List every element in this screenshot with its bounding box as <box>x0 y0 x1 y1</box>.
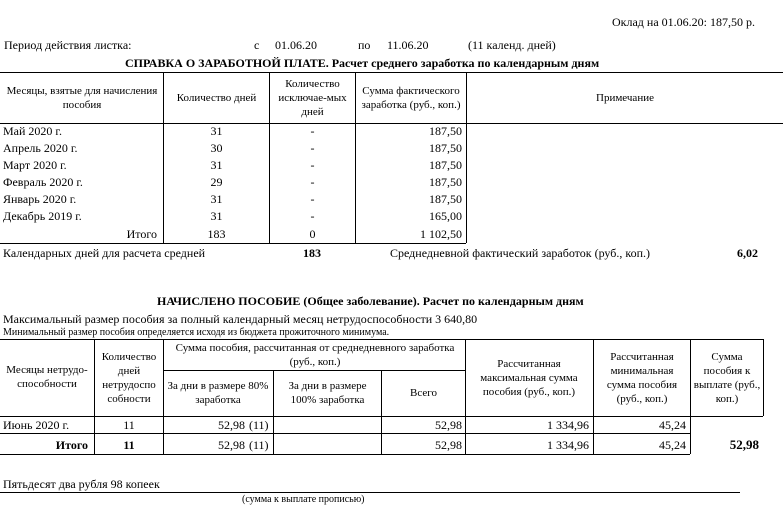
earnings-col-month: Месяцы, взятые для начисления пособия <box>6 85 158 111</box>
earnings-row-days: 31 <box>210 192 223 206</box>
payout-words-caption: (сумма к выплате прописью) <box>242 494 365 505</box>
earnings-col-excluded: Количество исключае-мых дней <box>278 78 347 118</box>
earnings-table-bottom-border <box>0 243 466 244</box>
earnings-row-month: Май 2020 г. <box>3 124 62 138</box>
benefit-col-all: Всего <box>410 387 437 399</box>
earnings-row-month: Февраль 2020 г. <box>3 175 83 189</box>
benefit-total-label: Итого <box>55 438 88 452</box>
calendar-days-label: Календарных дней для расчета средней <box>3 246 206 260</box>
earnings-row-amount: 165,00 <box>429 209 462 223</box>
earnings-row-month: Апрель 2020 г. <box>3 141 78 155</box>
avg-earnings-value: 6,02 <box>737 246 758 260</box>
earnings-row-excluded: - <box>310 124 315 138</box>
earnings-total-label: Итого <box>126 227 157 241</box>
benefit-col-payout: Сумма пособия к выплате (руб., коп.) <box>693 351 761 405</box>
earnings-total-days: 183 <box>207 227 226 241</box>
earnings-row-amount: 187,50 <box>429 192 462 206</box>
earnings-table-top-border <box>0 72 783 73</box>
payout-words-underline <box>0 492 740 493</box>
earnings-row-excluded: - <box>310 192 315 206</box>
salary-label: Оклад на 01.06.20: 187,50 р. <box>612 15 755 29</box>
benefit-row-border <box>0 433 690 434</box>
earnings-total-excluded: 0 <box>309 227 316 241</box>
period-to-prefix: по <box>358 38 371 52</box>
benefit-total-pct80-days: (11) <box>249 438 269 452</box>
earnings-row-excluded: - <box>310 158 315 172</box>
calendar-days-value: 183 <box>303 246 321 260</box>
benefit-total-min: 45,24 <box>659 438 686 452</box>
earnings-col-days: Количество дней <box>176 92 257 104</box>
benefit-col-days: Количество дней нетрудоспо собности <box>101 351 157 405</box>
period-days-note: (11 календ. дней) <box>468 38 556 52</box>
benefit-row-payout <box>691 417 759 433</box>
earnings-row-days: 31 <box>210 158 223 172</box>
benefit-total-max: 1 334,96 <box>547 438 589 452</box>
benefit-row-min: 45,24 <box>659 418 686 432</box>
benefit-total-days: 11 <box>123 438 135 452</box>
benefit-row-pct100 <box>274 417 377 433</box>
benefit-row-pct80-days: (11) <box>249 418 269 432</box>
benefit-total-all: 52,98 <box>435 438 462 452</box>
earnings-col-amount: Сумма фактического заработка (руб., коп.) <box>361 85 461 111</box>
earnings-row-amount: 187,50 <box>429 158 462 172</box>
period-to-date: 11.06.20 <box>387 38 429 52</box>
benefit-col-pct100: За дни в размере 100% заработка <box>288 380 367 406</box>
benefit-col-sum-group: Сумма пособия, рассчитанная от среднедневного заработка (руб., коп.) <box>175 342 455 368</box>
benefit-row-all: 52,98 <box>435 418 462 432</box>
benefit-col-divider <box>273 370 274 454</box>
earnings-title: СПРАВКА О ЗАРАБОТНОЙ ПЛАТЕ. Расчет среднего заработка по календарным дням <box>125 56 600 70</box>
benefit-table-top-border <box>0 339 763 340</box>
earnings-row-month: Март 2020 г. <box>3 158 67 172</box>
avg-earnings-label: Среднедневной фактический заработок (руб., коп.) <box>390 246 651 260</box>
benefit-col-max: Рассчитанная максимальная сумма пособия (руб., коп.) <box>480 358 578 398</box>
benefit-col-pct80: За дни в размере 80% заработка <box>167 380 269 406</box>
earnings-total-amount: 1 102,50 <box>420 227 462 241</box>
benefit-row-pct80: 52,98 <box>218 418 245 432</box>
earnings-row-days: 29 <box>210 175 223 189</box>
earnings-row-excluded: - <box>310 175 315 189</box>
earnings-row-amount: 187,50 <box>429 175 462 189</box>
period-from-date: 01.06.20 <box>275 38 317 52</box>
earnings-row-month: Январь 2020 г. <box>3 192 77 206</box>
earnings-row-month: Декабрь 2019 г. <box>3 209 82 223</box>
earnings-row-amount: 187,50 <box>429 124 462 138</box>
benefit-table-bottom-border <box>0 454 690 455</box>
period-label: Период действия листка: <box>4 38 132 52</box>
earnings-row-excluded: - <box>310 141 315 155</box>
benefit-subheader-border <box>163 370 465 371</box>
earnings-row-excluded: - <box>310 209 315 223</box>
benefit-row-month: Июнь 2020 г. <box>3 418 70 432</box>
benefit-title: НАЧИСЛЕНО ПОСОБИЕ (Общее заболевание). Расчет по календарным дням <box>157 294 584 308</box>
benefit-row-max: 1 334,96 <box>547 418 589 432</box>
benefit-total-payout: 52,98 <box>729 437 759 452</box>
benefit-min-line: Минимальный размер пособия определяется исходя из бюджета прожиточного минимума. <box>3 327 390 338</box>
earnings-row-days: 31 <box>210 209 223 223</box>
benefit-total-pct80: 52,98 <box>218 438 245 452</box>
earnings-row-days: 31 <box>210 124 223 138</box>
benefit-col-min: Рассчитанная минимальная сумма пособия (руб., коп.) <box>606 351 678 405</box>
benefit-col-month: Месяцы нетрудо-способности <box>6 364 88 390</box>
benefit-col-divider <box>763 339 764 416</box>
earnings-row-days: 30 <box>210 141 223 155</box>
earnings-col-note: Примечание <box>596 92 654 104</box>
earnings-row-amount: 187,50 <box>429 141 462 155</box>
benefit-row-days: 11 <box>123 418 135 432</box>
period-from-prefix: с <box>254 38 260 52</box>
payout-in-words: Пятьдесят два рубля 98 копеек <box>3 477 160 491</box>
benefit-max-line: Максимальный размер пособия за полный календарный месяц нетрудоспособности 3 640,80 <box>3 312 478 326</box>
